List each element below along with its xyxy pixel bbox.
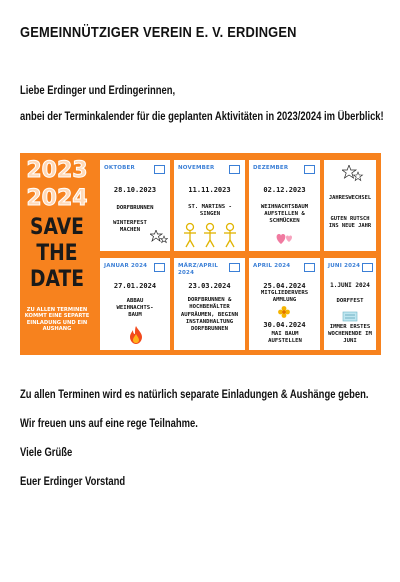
card-month: JANUAR 2024: [104, 263, 148, 269]
card-text-2: WINTERFEST MACHEN: [113, 220, 147, 233]
card-text: ABBAU WEIHNACHTS-BAUM: [116, 298, 154, 318]
card-june: [324, 258, 376, 350]
card-date: 11.11.2023: [188, 186, 231, 194]
page-title: GEMEINNÜTZIGER VEREIN E. V. ERDINGEN: [20, 24, 297, 41]
card-month: OKTOBER: [104, 165, 135, 171]
footer-line-1: Zu allen Terminen wird es natürlich separate Einladungen & Aushänge geben.: [20, 389, 369, 401]
card-month: DEZEMBER: [253, 165, 289, 171]
card-text: DORFFEST: [336, 298, 364, 304]
card-date: 27.01.2024: [113, 282, 157, 290]
date-word: DATE: [29, 267, 85, 292]
card-text: DORFBRUNNEN: [116, 205, 154, 211]
footer-line-4: Euer Erdinger Vorstand: [20, 476, 126, 488]
save-word: SAVE: [30, 215, 84, 240]
checkbox-icon: [304, 165, 315, 174]
flower-icon: [278, 306, 290, 318]
calendar-banner: [20, 153, 381, 355]
card-text: ST. MARTINS -SINGEN: [188, 204, 232, 217]
stars-icon: [150, 230, 168, 246]
checkbox-icon: [229, 263, 240, 272]
card-text: MITGLIEDERVERS AMMLUNG: [260, 290, 309, 303]
card-march-april: [174, 258, 245, 350]
card-date: 02.12.2023: [263, 186, 306, 194]
card-date: 25.04.2024: [263, 282, 306, 290]
card-month: APRIL 2024: [253, 263, 291, 269]
save-the-date-title: [26, 215, 89, 293]
checkbox-icon: [304, 263, 315, 272]
stick-figures-icon: [180, 222, 240, 249]
intro-text: anbei der Terminkalender für die geplanten Aktivitäten in 2023/2024 im Überblick!: [20, 111, 384, 123]
card-text-2: IMMER ERSTES WOCHENENDE IM JUNI: [328, 324, 372, 344]
greeting-text: Liebe Erdinger und Erdingerinnen,: [20, 85, 176, 97]
fire-icon: [129, 326, 143, 344]
the-word: THE: [36, 241, 78, 266]
year-2023: 2023: [26, 158, 88, 183]
footer-line-2: Wir freuen uns auf eine rege Teilnahme.: [20, 418, 198, 430]
party-icon: [342, 310, 358, 322]
card-date-2: 30.04.2024: [263, 321, 306, 329]
invitation-note: ZU ALLEN TERMINEN KOMMT EINE SEPARTE EINLADUNG UND EIN AUSHANG: [24, 307, 90, 333]
card-month: MÄRZ/APRIL 2024: [178, 263, 219, 276]
card-date: 28.10.2023: [113, 186, 157, 194]
card-april: [249, 258, 320, 350]
checkbox-icon: [154, 263, 165, 272]
card-november: [174, 160, 245, 251]
checkbox-icon: [362, 263, 373, 272]
checkbox-icon: [229, 165, 240, 174]
card-october: [100, 160, 170, 251]
card-january: [100, 258, 170, 350]
stars-icon: [342, 165, 364, 185]
card-month: NOVEMBER: [178, 165, 215, 171]
footer-line-3: Viele Grüße: [20, 447, 73, 459]
card-december: [249, 160, 320, 251]
card-date: 23.03.2024: [188, 282, 231, 290]
year-2024: 2024: [26, 186, 88, 211]
card-new-year: [324, 160, 376, 251]
card-date: 1.JUNI 2024: [330, 282, 370, 289]
card-month: JUNI 2024: [328, 263, 361, 269]
card-text-2: GUTEN RUTSCH INS NEUE JAHR: [328, 216, 372, 229]
save-the-date-column: [20, 153, 94, 355]
card-text: WEIHNACHTSBAUM AUFSTELLEN & SCHMÜCKEN: [260, 204, 309, 224]
card-text: DORFBRUNNEN & HOCHBEHÄLTER AUFRÄUMEN, BEGINN INSTANDHALTUNG DORFBRUNNEN: [180, 297, 239, 333]
card-text: JAHRESWECHSEL: [328, 195, 372, 201]
card-text-2: MAI BAUM AUFSTELLEN: [268, 331, 302, 344]
hearts-icon: [275, 232, 295, 246]
checkbox-icon: [154, 165, 165, 174]
